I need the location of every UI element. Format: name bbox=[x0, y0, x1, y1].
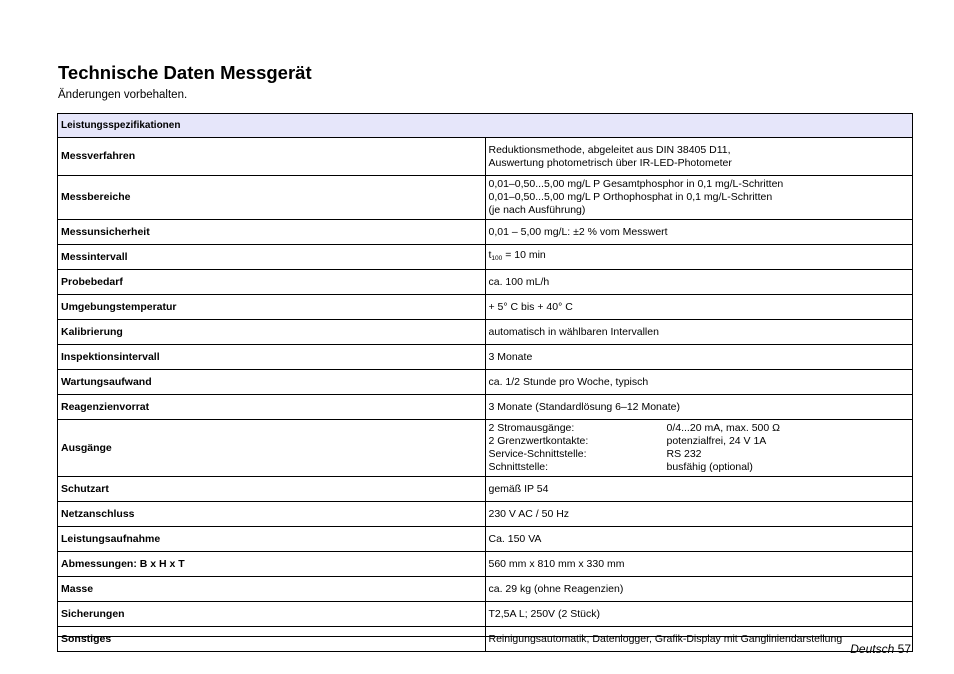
output-value: potenzialfrei, 24 V 1A bbox=[666, 435, 767, 447]
output-key: 2 Stromausgänge: bbox=[488, 422, 575, 434]
specifications-table bbox=[57, 113, 913, 652]
output-key: Service-Schnittstelle: bbox=[488, 448, 587, 460]
table-row bbox=[58, 627, 913, 652]
row-value: + 5° C bis + 40° C bbox=[485, 295, 913, 320]
row-value: automatisch in wählbaren Intervallen bbox=[485, 320, 913, 345]
row-value bbox=[485, 245, 913, 270]
row-label: Messverfahren bbox=[58, 138, 486, 176]
row-label: Masse bbox=[58, 577, 486, 602]
footer-language: Deutsch bbox=[850, 642, 895, 656]
row-label: Leistungsaufnahme bbox=[58, 527, 486, 552]
row-label: Messbereiche bbox=[58, 176, 486, 220]
value-line: (je nach Ausführung) bbox=[488, 204, 586, 216]
footer-divider bbox=[57, 636, 913, 637]
output-value: RS 232 bbox=[666, 448, 702, 460]
row-value: 230 V AC / 50 Hz bbox=[485, 502, 913, 527]
table-row bbox=[58, 138, 913, 176]
row-value: 3 Monate bbox=[485, 345, 913, 370]
row-label: Wartungsaufwand bbox=[58, 370, 486, 395]
value-suffix: = 10 min bbox=[502, 249, 546, 261]
table-row bbox=[58, 220, 913, 245]
row-label: Kalibrierung bbox=[58, 320, 486, 345]
row-value: T2,5A L; 250V (2 Stück) bbox=[485, 602, 913, 627]
row-value: 3 Monate (Standardlösung 6–12 Monate) bbox=[485, 395, 913, 420]
row-value: ca. 100 mL/h bbox=[485, 270, 913, 295]
row-label: Messintervall bbox=[58, 245, 486, 270]
table-row bbox=[58, 502, 913, 527]
table-row bbox=[58, 370, 913, 395]
table-row bbox=[58, 270, 913, 295]
table-row bbox=[58, 295, 913, 320]
output-value: 0/4...20 mA, max. 500 Ω bbox=[666, 422, 780, 434]
row-label: Sonstiges bbox=[58, 627, 486, 652]
value-line: 0,01–0,50...5,00 mg/L P Orthophosphat in 0,1 mg/L-Schritten bbox=[488, 191, 773, 203]
table-row bbox=[58, 602, 913, 627]
table-row bbox=[58, 577, 913, 602]
table-row bbox=[58, 477, 913, 502]
table-row bbox=[58, 527, 913, 552]
table-row bbox=[58, 395, 913, 420]
row-label: Inspektionsintervall bbox=[58, 345, 486, 370]
row-label: Reagenzienvorrat bbox=[58, 395, 486, 420]
row-value: gemäß IP 54 bbox=[485, 477, 913, 502]
output-pair bbox=[489, 448, 910, 461]
footer-page-number: 57 bbox=[897, 642, 911, 656]
row-label: Abmessungen: B x H x T bbox=[58, 552, 486, 577]
row-value bbox=[485, 176, 913, 220]
row-label: Umgebungstemperatur bbox=[58, 295, 486, 320]
table-row bbox=[58, 552, 913, 577]
row-value: Reinigungsautomatik, Datenlogger, Grafik-Display mit Gangliniendarstellung bbox=[485, 627, 913, 652]
row-value: ca. 1/2 Stunde pro Woche, typisch bbox=[485, 370, 913, 395]
output-key: 2 Grenzwertkontakte: bbox=[488, 435, 589, 447]
table-row bbox=[58, 245, 913, 270]
row-label: Netzanschluss bbox=[58, 502, 486, 527]
row-value: 0,01 – 5,00 mg/L: ±2 % vom Messwert bbox=[485, 220, 913, 245]
row-value bbox=[485, 420, 913, 477]
value-line: Auswertung photometrisch über IR-LED-Photometer bbox=[488, 156, 732, 169]
row-value: ca. 29 kg (ohne Reagenzien) bbox=[485, 577, 913, 602]
output-pair bbox=[489, 461, 910, 474]
output-pair bbox=[489, 422, 910, 435]
row-label: Messunsicherheit bbox=[58, 220, 486, 245]
row-label: Schutzart bbox=[58, 477, 486, 502]
table-row bbox=[58, 176, 913, 220]
value-line: 0,01–0,50...5,00 mg/L P Gesamtphosphor in 0,1 mg/L-Schritten bbox=[488, 178, 784, 190]
value-subscript: 100 bbox=[491, 255, 503, 262]
table-row bbox=[58, 345, 913, 370]
output-key: Schnittstelle: bbox=[488, 461, 549, 473]
page-title: Technische Daten Messgerät bbox=[58, 62, 312, 83]
output-value: busfähig (optional) bbox=[666, 461, 753, 473]
row-value bbox=[485, 138, 913, 176]
value-prefix: t bbox=[488, 249, 492, 261]
table-header: Leistungsspezifikationen bbox=[58, 114, 913, 138]
table-row bbox=[58, 420, 913, 477]
output-pair bbox=[489, 435, 910, 448]
row-label: Sicherungen bbox=[58, 602, 486, 627]
value-line: Reduktionsmethode, abgeleitet aus DIN 38405 D11, bbox=[488, 143, 731, 156]
row-label: Ausgänge bbox=[58, 420, 486, 477]
page-subtitle: Änderungen vorbehalten. bbox=[58, 89, 188, 101]
row-value: Ca. 150 VA bbox=[485, 527, 913, 552]
row-label: Probebedarf bbox=[58, 270, 486, 295]
page-footer bbox=[850, 642, 911, 656]
row-value: 560 mm x 810 mm x 330 mm bbox=[485, 552, 913, 577]
table-row bbox=[58, 320, 913, 345]
